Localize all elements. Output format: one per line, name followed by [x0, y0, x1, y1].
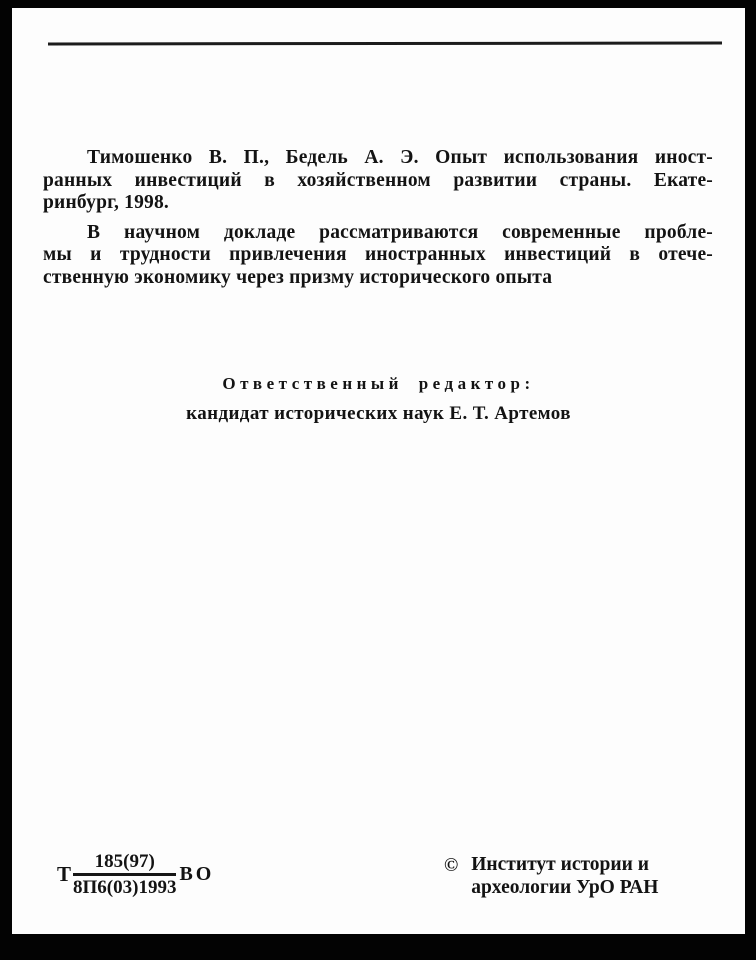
copyright-line: Институт истории и	[471, 854, 649, 875]
copyright-line: археологии УрО РАН	[471, 877, 659, 898]
classification-numerator: 185(97)	[73, 851, 176, 876]
library-classification	[57, 851, 214, 898]
abstract-line: мы и трудности привлечения иностранных инвестиций в отече-	[43, 244, 713, 265]
abstract-line: В научном докладе рассматриваются современные пробле-	[87, 221, 713, 243]
top-horizontal-rule	[48, 42, 722, 46]
copyright-holder	[471, 853, 658, 899]
copyright-icon: ©	[444, 855, 459, 876]
citation-line: ранных инвестиций в хозяйственном развитии страны. Екате-	[43, 169, 713, 191]
classification-denominator: 8П6(03)1993	[73, 877, 177, 898]
copyright-block	[444, 853, 658, 899]
classification-suffix: ВО	[179, 863, 215, 885]
editor-heading: Ответственный редактор:	[222, 374, 535, 393]
editor-block	[12, 374, 745, 425]
citation-line: Тимошенко В. П., Бедель А. Э. Опыт использования иност-	[87, 147, 713, 168]
bibliographic-block	[43, 147, 713, 289]
citation-line: ринбург, 1998.	[43, 192, 169, 213]
classification-fraction	[73, 851, 176, 898]
abstract-line: ственную экономику через призму исторического опыта	[43, 266, 553, 288]
editor-name: кандидат исторических наук Е. Т. Артемов	[186, 403, 571, 424]
classification-prefix: Т	[57, 862, 72, 886]
